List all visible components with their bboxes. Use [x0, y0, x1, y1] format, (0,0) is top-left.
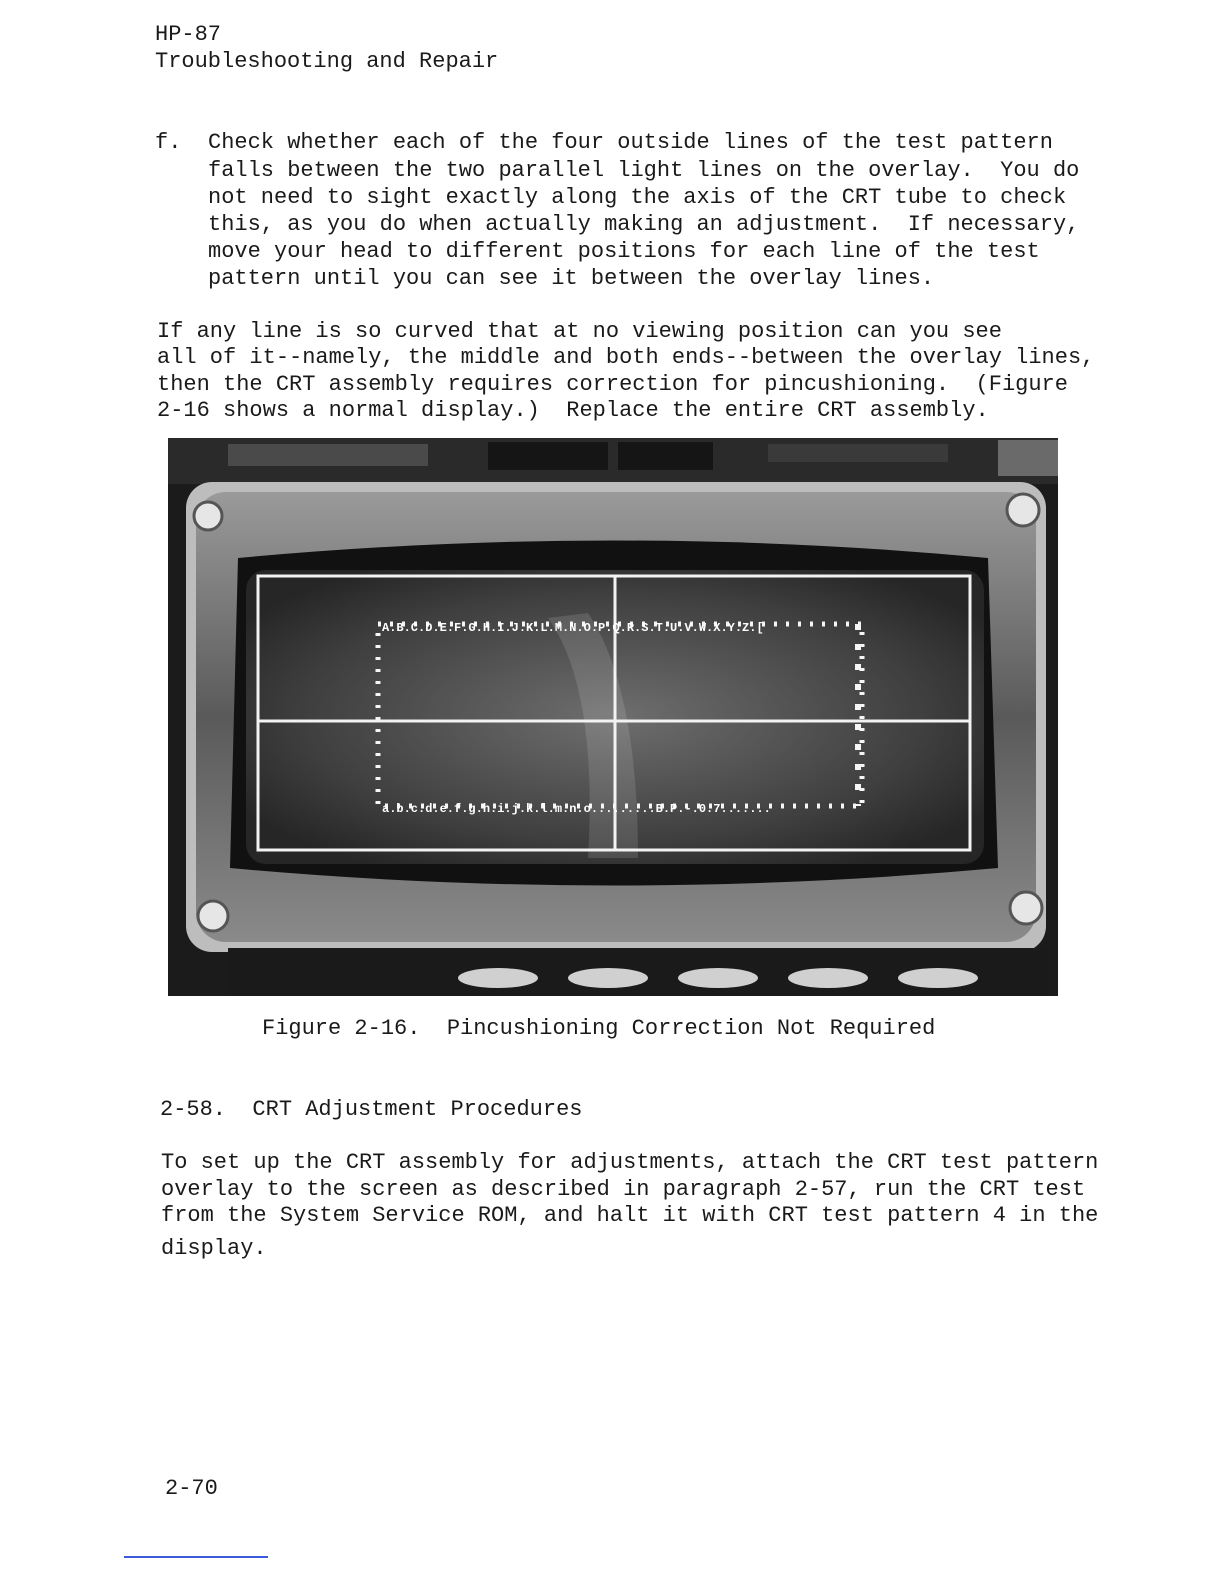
test-pattern-bottom-row: a.b.c.d.e.f.g.h.i.j.k.l.m.n.o.........B.P.-.0.7.......	[382, 802, 771, 816]
paragraph-1-line-1: If any line is so curved that at no viewing position can you see	[157, 319, 1002, 344]
header-title: Troubleshooting and Repair	[155, 49, 499, 74]
step-f-line-1: Check whether each of the four outside lines of the test pattern	[208, 130, 1053, 155]
page-number: 2-70	[165, 1476, 218, 1501]
section-heading: 2-58. CRT Adjustment Procedures	[160, 1097, 583, 1122]
step-f-line-2: falls between the two parallel light lines on the overlay. You do	[208, 158, 1080, 183]
bottom-rule	[124, 1556, 268, 1558]
step-f-line-6: pattern until you can see it between the overlay lines.	[208, 266, 935, 291]
paragraph-2-line-1: To set up the CRT assembly for adjustments, attach the CRT test pattern	[161, 1150, 1099, 1175]
crt-figure-photo	[168, 438, 1058, 996]
step-f-line-3: not need to sight exactly along the axis of the CRT tube to check	[208, 185, 1067, 210]
step-f-line-4: this, as you do when actually making an adjustment. If necessary,	[208, 212, 1080, 237]
paragraph-1-line-2: all of it--namely, the middle and both ends--between the overlay lines,	[157, 345, 1095, 370]
step-f-marker: f.	[155, 130, 182, 155]
paragraph-1-line-3: then the CRT assembly requires correction for pincushioning. (Figure	[157, 372, 1068, 397]
step-f-line-5: move your head to different positions for each line of the test	[208, 239, 1040, 264]
paragraph-2-line-4: display.	[161, 1236, 267, 1261]
figure-caption: Figure 2-16. Pincushioning Correction Not Required	[262, 1016, 936, 1041]
paragraph-2-line-3: from the System Service ROM, and halt it with CRT test pattern 4 in the	[161, 1203, 1099, 1228]
header-model: HP-87	[155, 22, 222, 47]
test-pattern-top-row: A.B.C.D.E.F.G.H.I.J.K.L.M.N.O.P.Q.R.S.T.U.V.W.X.Y.Z.[	[382, 621, 764, 635]
paragraph-1-line-4: 2-16 shows a normal display.) Replace the entire CRT assembly.	[157, 398, 989, 423]
paragraph-2-line-2: overlay to the screen as described in paragraph 2-57, run the CRT test	[161, 1177, 1086, 1202]
